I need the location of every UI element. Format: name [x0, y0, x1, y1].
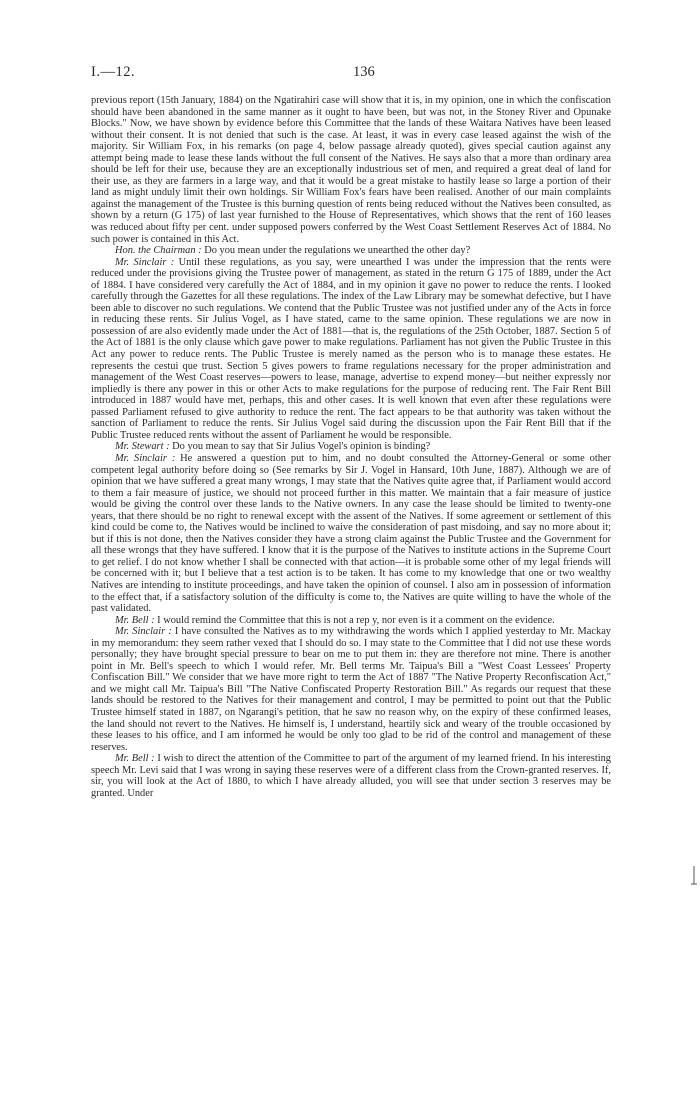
paragraph: [91, 626, 611, 753]
paragraph: [91, 245, 611, 257]
speaker: Mr. Sinclair :: [115, 256, 175, 268]
paragraph-text: Until these regulations, as you say, were unearthed I was under the impression that the rents were reduced under the provisions giving the Trustee power of management, as stated in the return G 175 of 1889, under the Act of 1884. I have considered very carefully the Act of 1884, and in my opinion it gave no power to reduce the rents. I looked carefully through the Gazettes for all these regulations. The index of the Law Library may be somewhat defective, but I have been able to discover no such regulations. We contend that the Public Trustee was not justified under any of the Acts in force in reducing these rents. Sir Julius Vogel, as I have stated, came to the same opinion. These regulations we are now in possession of are also evidently made under the Act of 1881—that is, the regulations of the 25th October, 1887. Section 5 of the Act of 1881 is the only clause which gave power to make regulations. Parliament has not given the Public Trustee in this Act any power to reduce rents. The Public Trustee is merely named as the person who is to manage these estates. He represents the cestui que trust. Section 5 gives powers to frame regulations necessary for the proper administration and management of the West Coast reserves—powers to lease, manage, advertise to expend money—but neither expressly nor impliedly is there any power in this or other Acts to make regulations for the purpose of reducing rent. The Fair Rent Bill introduced in 1887 would have met, perhaps, this and other cases. It is well known that even after these regulations were passed Parliament refused to give authority to reduce the rent. The fact appears to be that authority was taken without the sanction of Parliament to reduce the rents. Sir Julius Vogel said during the discussion upon the Fair Rent Bill that if the Public Trustee reduced rents without the assent of Parliament he would be responsible.: [91, 256, 611, 441]
paragraph-text: Do you mean to say that Sir Julius Vogel's opinion is binding?: [172, 441, 431, 453]
speaker: Mr. Sinclair :: [115, 626, 172, 638]
paragraph-text: previous report (15th January, 1884) on the Ngatirahiri case will show that it is, in my opinion, one in which the confiscation should have been abandoned in the same manner as it ought to have been, but was not, in the Stoney River and Opunake Blocks." Now, we have shown by evidence before this Committee that the lands of these Waitara Natives have been leased without their consent. It is not denied that such is the case. At least, it was in every case leased against the wish of the majority. Sir William Fox, in his remarks (on page 4, below passage already quoted), gives special caution against any attempt being made to lease these lands without the full consent of the Natives. He says also that a more than ordinary area should be left for their use, because they are an exceptionally industrious set of men, and required a great deal of land for their use, as they are farmers in a large way, and that it would be a great mistake to hastily lease so large a portion of their land as might unduly limit their own holdings. Sir William Fox's fears have been realised. Another of our main complaints against the management of the Trustee is this burning question of rents being reduced without the Natives been consulted, as shown by a return (G 175) of last year furnished to the House of Representatives, which shows that the rent of 160 leases was reduced about fifty per cent. under supposed powers conferred by the West Coast Settlement Reserves Act of 1884. No such power is contained in this Act.: [91, 95, 611, 245]
paragraph-text: Do you mean under the regulations we unearthed the other day?: [204, 245, 471, 257]
paragraph-text: He answered a question put to him, and no doubt consulted the Attorney-General or some other competent legal authority before doing so (See remarks by Sir J. Vogel in Hansard, 10th June, 1887). Although we are of opinion that we have suffered a great many wrongs, I may state that the Natives quite agree that, if Parliament would accord to them a fair measure of justice, we should not proceed further in this matter. We maintain that a fair measure of justice would be giving the control over these lands to the Native owners. In any case the lease should be limited to twenty-one years, that there should be no right to renewal except with the assent of the Natives. If some agreement or settlement of this kind could be come to, the Natives would be inclined to waive the consideration of past misdoing, and say no more about it; but if this is not done, then the Natives consider they have a strong claim against the Public Trustee and the Government for all these wrongs that they have suffered. I know that it is the purpose of the Natives to institute actions in the Supreme Court to get relief. I do not know whether I shall be connected with that action—it is probable some other of my legal friends will be concerned with it; but I believe that a test action is to be taken. It has come to my knowledge that one or two wealthy Natives are intending to institute proceedings, and have taken the opinion of counsel. I also am in possession of information to the effect that, if a satisfactory solution of the difficulty is come to, the Natives are quite willing to have the whole of the past validated.: [91, 452, 611, 615]
paragraph: [91, 753, 611, 799]
paragraph-text: I wish to direct the attention of the Committee to part of the argument of my learned friend. In his interesting speech Mr. Levi said that I was wrong in saying these reserves were of a different class from the Crown-granted reserves. If, sir, you will look at the Act of 1880, to which I have already alluded, you will see that under section 3 reserves may be granted. Under: [91, 753, 611, 799]
speaker: Mr. Bell :: [115, 753, 155, 765]
paragraph: [91, 257, 611, 442]
paragraph: [91, 453, 611, 615]
paragraph: [91, 615, 611, 627]
report-code: I.—12.: [91, 64, 136, 80]
page-header: [91, 64, 611, 84]
margin-mark: [691, 866, 697, 892]
page-body: [91, 95, 611, 799]
paragraph-text: I would remind the Committee that this is not a rep y, nor even is it a comment on the evidence.: [157, 614, 555, 626]
paragraph: [91, 441, 611, 453]
speaker: Hon. the Chairman :: [115, 245, 202, 257]
page-number: 136: [353, 64, 375, 80]
paragraph-text: I have consulted the Natives as to my withdrawing the words which I applied yesterday to Mr. Mackay in my memorandum: they seem rather vexed that I should do so. I may state to the Committee that I did not use these words personally; they have brought special pressure to bear on me to put them in: they are therefore not mine. There is another point in Mr. Bell's speech to which I would refer. Mr. Bell terms Mr. Taipua's Bill a "West Coast Lessees' Property Confiscation Bill." We consider that we have more right to term the Act of 1887 "The Native Property Reconfiscation Act," and we might call Mr. Taipua's Bill "The Native Confiscated Property Restoration Bill." As regards our request that these lands should be restored to the Natives for their management and control, I may be permitted to point out that the Public Trustee himself stated in 1887, on Ngarangi's petition, that he saw no reason why, on the expiry of these confirmed leases, the land should not revert to the Natives. He himself is, I understand, heartily sick and weary of the trouble occasioned by these leases to his office, and I am informed he would be only too glad to be rid of the control and management of these reserves.: [91, 626, 612, 753]
paragraph: [91, 95, 611, 245]
speaker: Mr. Bell :: [115, 614, 155, 626]
speaker: Mr. Sinclair :: [115, 452, 176, 464]
speaker: Mr. Stewart :: [115, 441, 170, 453]
